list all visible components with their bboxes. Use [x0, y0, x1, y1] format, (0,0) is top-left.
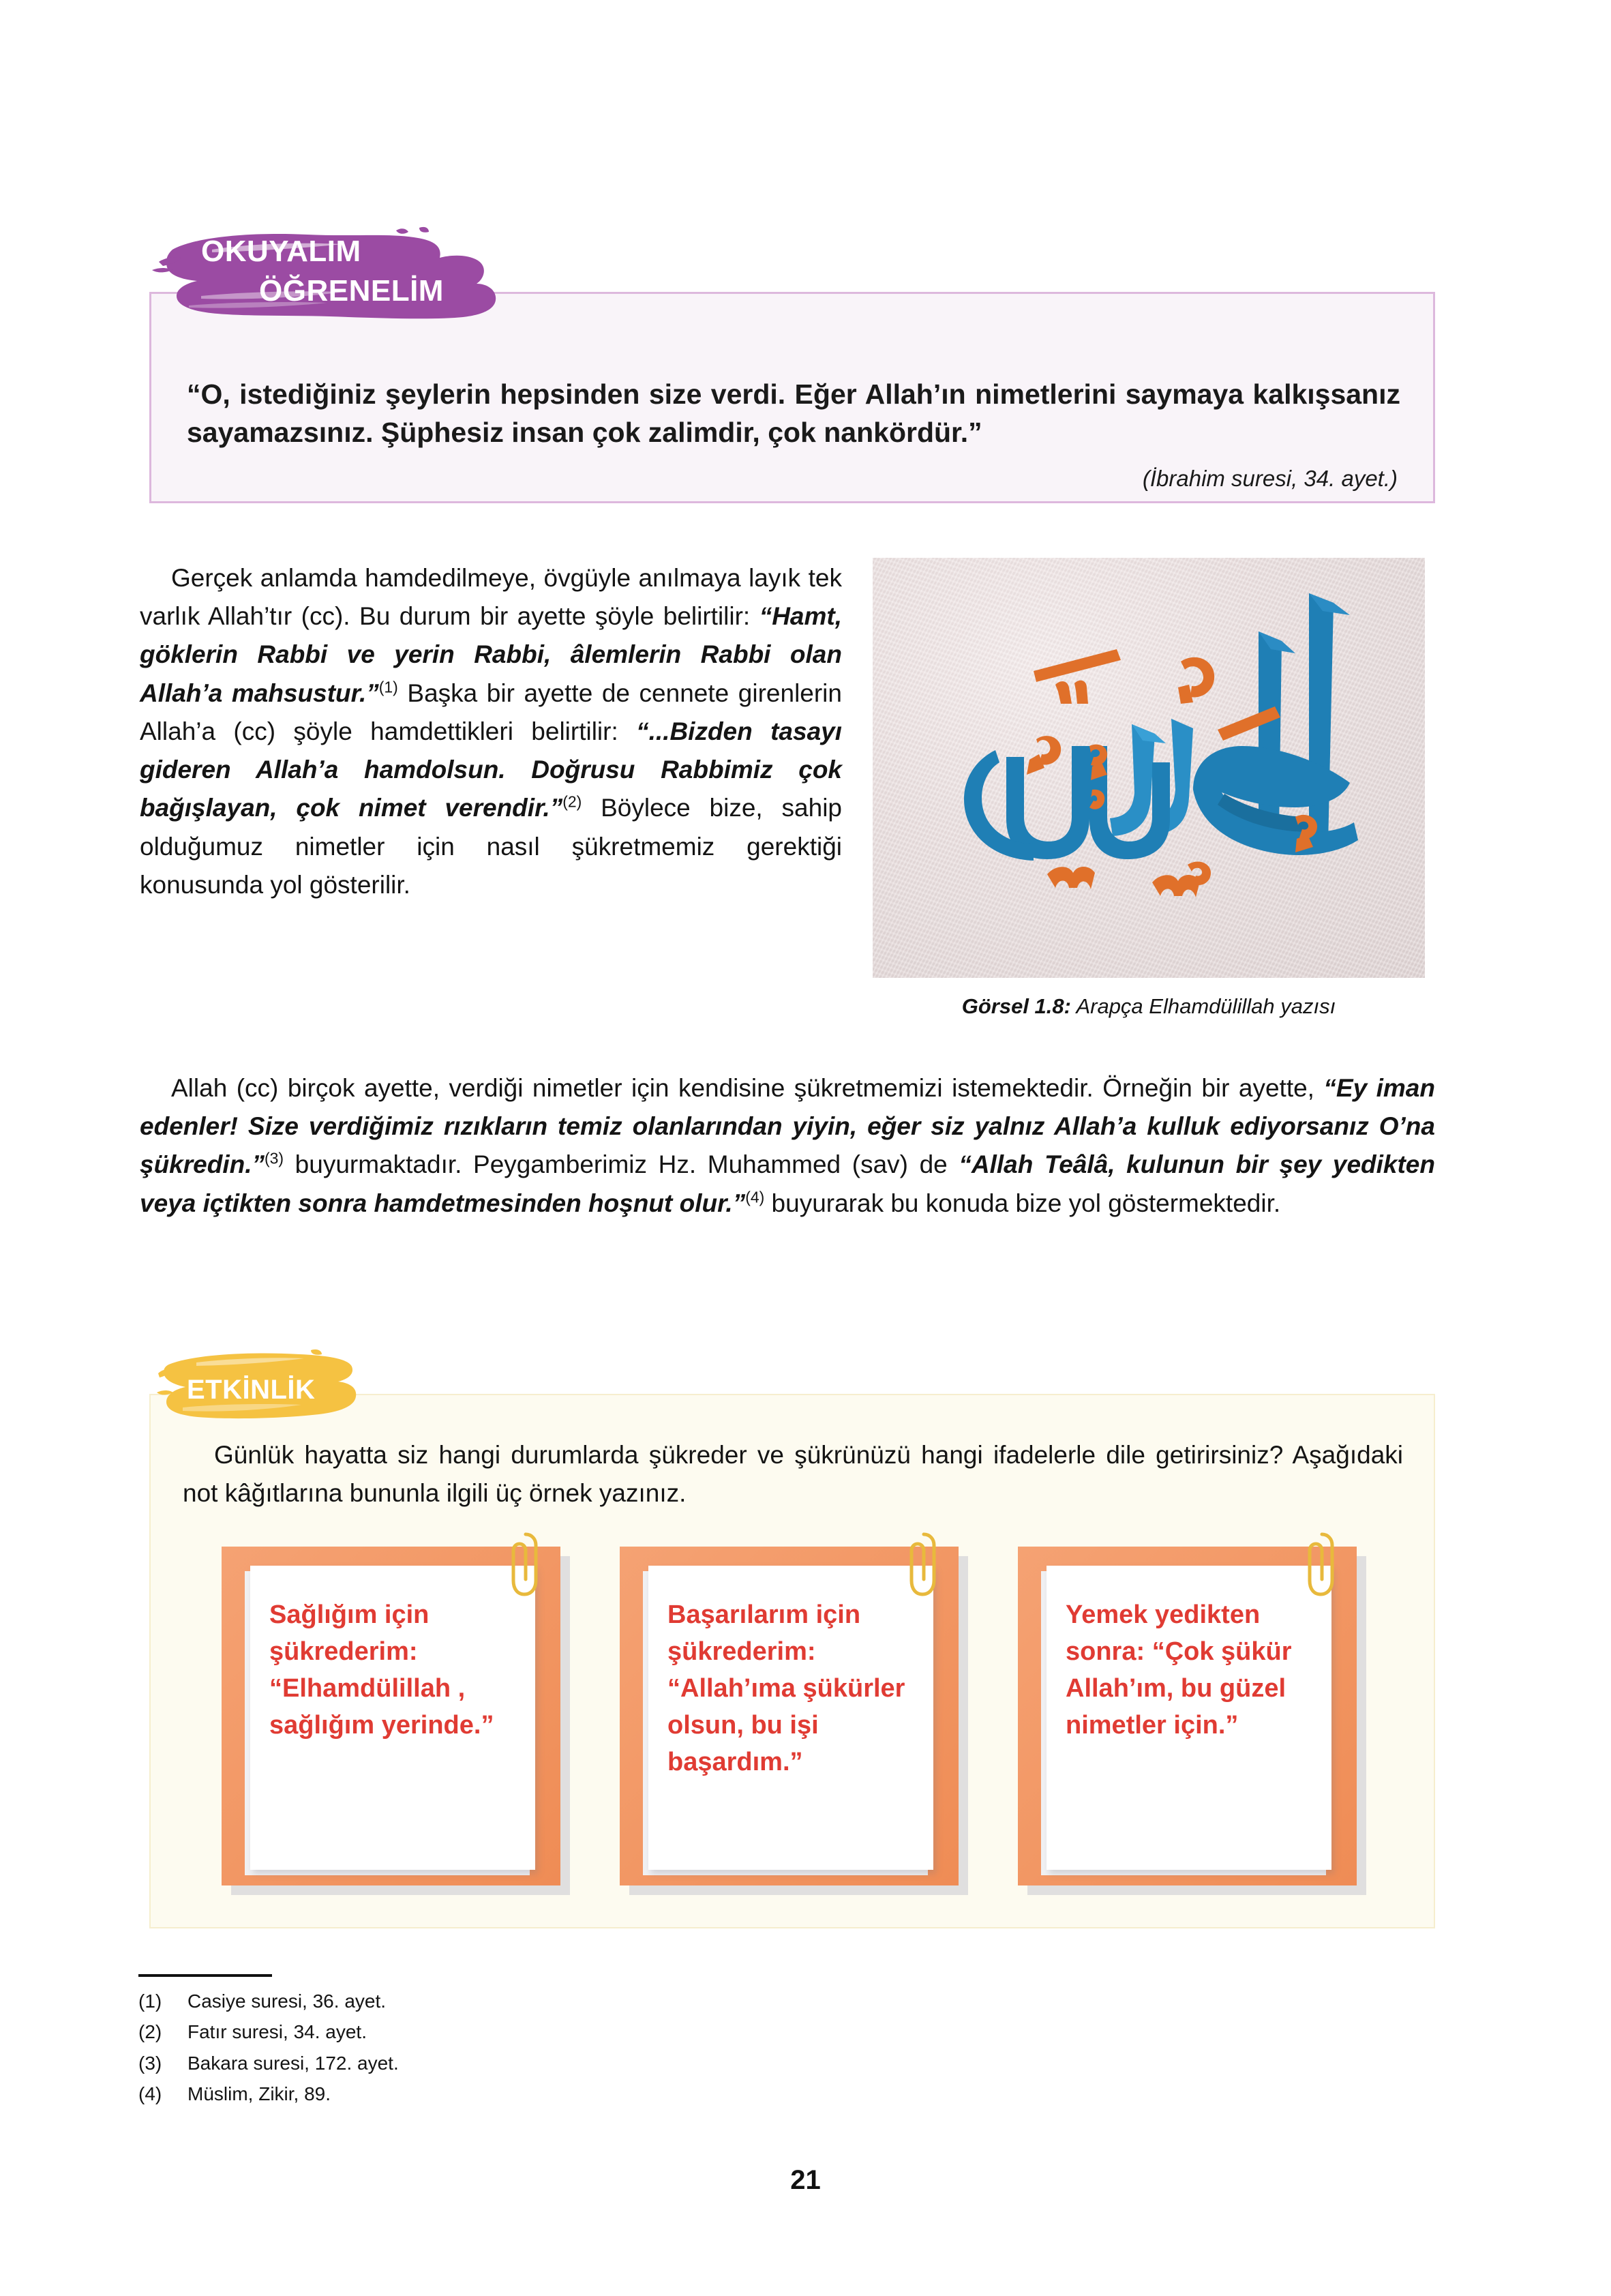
footnote-item: [138, 2078, 957, 2109]
etkinlik-badge: [155, 1349, 380, 1433]
note-card-text: Sağlığım için şükrederim: “Elhamdülillah , sağlığım yerinde.”: [269, 1600, 494, 1740]
note-card[interactable]: [620, 1547, 959, 1885]
note-card-text: Başarılarım için şükrederim: “Allah’ıma şükürler olsun, bu işi başardım.”: [667, 1600, 905, 1776]
footnote-number: (4): [138, 2083, 162, 2105]
figure-elhamdulillah: [873, 558, 1425, 1020]
note-cards-group: [222, 1547, 1381, 1888]
paper-clip-icon: [510, 1530, 541, 1601]
para2-quote1: “Ey iman edenler! Size verdiğimiz rızıkların temiz olanlarından yiyin, eğer siz yalnız Allah’a kulluk ediyorsanız O’na şükredin.”: [140, 1074, 1435, 1179]
para1-quote2: “...Bizden tasayı gideren Allah’a hamdolsun. Doğrusu Rabbimiz çok bağışlayan, çok nimet verendir.”: [140, 717, 843, 822]
para1-part2: Başka bir ayette de cennete girenlerin Allah’a (cc) şöyle hamdettikleri belirtilir:: [140, 679, 842, 745]
okuyalim-ogrenelim-badge: [147, 225, 528, 327]
footnote-item: [138, 2048, 957, 2078]
footnote-number: (3): [138, 2052, 162, 2074]
badge-line-1: OKUYALIM: [201, 235, 361, 268]
etkinlik-instruction: [183, 1436, 1403, 1512]
footnote-ref-2: (2): [562, 793, 582, 811]
figure-caption-text: Arapça Elhamdülillah yazısı: [1070, 994, 1336, 1018]
footnote-text: Casiye suresi, 36. ayet.: [187, 1991, 387, 2012]
note-card[interactable]: [1018, 1547, 1357, 1885]
page-number: 21: [790, 2165, 821, 2195]
footnote-ref-4: (4): [745, 1188, 765, 1206]
para2-part2: buyurmaktadır. Peygamberimiz Hz. Muhammed (sav) de: [284, 1150, 959, 1179]
paragraph-hamd: [140, 559, 842, 904]
footnote-ref-3: (3): [265, 1150, 284, 1168]
etkinlik-section: [149, 1394, 1435, 1928]
footnote-ref-1: (1): [378, 678, 398, 696]
note-card-text: Yemek yedikten sonra: “Çok şükür Allah’ım, bu güzel nimetler için.”: [1066, 1600, 1292, 1740]
figure-label: Görsel 1.8:: [961, 994, 1071, 1018]
card-paper: [1047, 1566, 1331, 1870]
paragraph-sukur: [140, 1069, 1435, 1223]
footnote-rule: [138, 1974, 272, 1977]
card-paper: [250, 1566, 535, 1870]
footnote-item: [138, 1986, 957, 2016]
footnote-number: (2): [138, 2021, 162, 2043]
badge-line-2: ÖĞRENELİM: [259, 274, 444, 308]
etkinlik-badge-label: ETKİNLİK: [187, 1375, 316, 1405]
para1-quote1: “Hamt, göklerin Rabbi ve yerin Rabbi, âlemlerin Rabbi olan Allah’a mahsustur.”: [140, 602, 842, 707]
elhamdulillah-calligraphy-icon: [873, 558, 1425, 978]
figure-caption: [873, 993, 1425, 1020]
para1-part3: Böylece bize, sahip olduğumuz nimetler için nasıl şükretmemiz gerektiği konusunda yol gösterilir.: [140, 794, 842, 899]
note-card[interactable]: [222, 1547, 560, 1885]
calligraphy-image: [873, 558, 1425, 978]
footnote-number: (1): [138, 1991, 162, 2012]
para2-part3: buyurarak bu konuda bize yol göstermektedir.: [764, 1189, 1281, 1217]
footnote-text: Fatır suresi, 34. ayet.: [187, 2021, 367, 2043]
para2-part1: Allah (cc) birçok ayette, verdiği nimetler için kendisine şükretmemizi istemektedir. Örneğin bir ayette,: [171, 1074, 1324, 1102]
footnote-text: Bakara suresi, 172. ayet.: [187, 2052, 399, 2074]
ayet-quote-text: “O, istediğiniz şeylerin hepsinden size verdi. Eğer Allah’ın nimetlerini saymaya kalkışsanız sayamazsınız. Şüphesiz insan çok zalimdir, çok nankördür.”: [187, 378, 1400, 448]
paper-clip-icon: [908, 1530, 939, 1601]
footnote-text: Müslim, Zikir, 89.: [187, 2083, 331, 2105]
etkinlik-instruction-text: Günlük hayatta siz hangi durumlarda şükreder ve şükrünüzü hangi ifadelerle dile getirirsiniz? Aşağıdaki not kâğıtlarına bununla ilgili üç örnek yazınız.: [183, 1441, 1403, 1507]
para1-part1: Gerçek anlamda hamdedilmeye, övgüyle anılmaya layık tek varlık Allah’tır (cc). Bu durum bir ayette şöyle belirtilir:: [140, 564, 842, 631]
ayet-quote-source: (İbrahim suresi, 34. ayet.): [1142, 466, 1398, 491]
footnote-item: [138, 2016, 957, 2047]
para2-quote2: “Allah Teâlâ, kulunun bir şey yedikten veya içtikten sonra hamdetmesinden hoşnut olur.”: [140, 1150, 1435, 1217]
card-paper: [648, 1566, 933, 1870]
paper-clip-icon: [1306, 1530, 1338, 1601]
footnotes-list: [138, 1986, 957, 2109]
